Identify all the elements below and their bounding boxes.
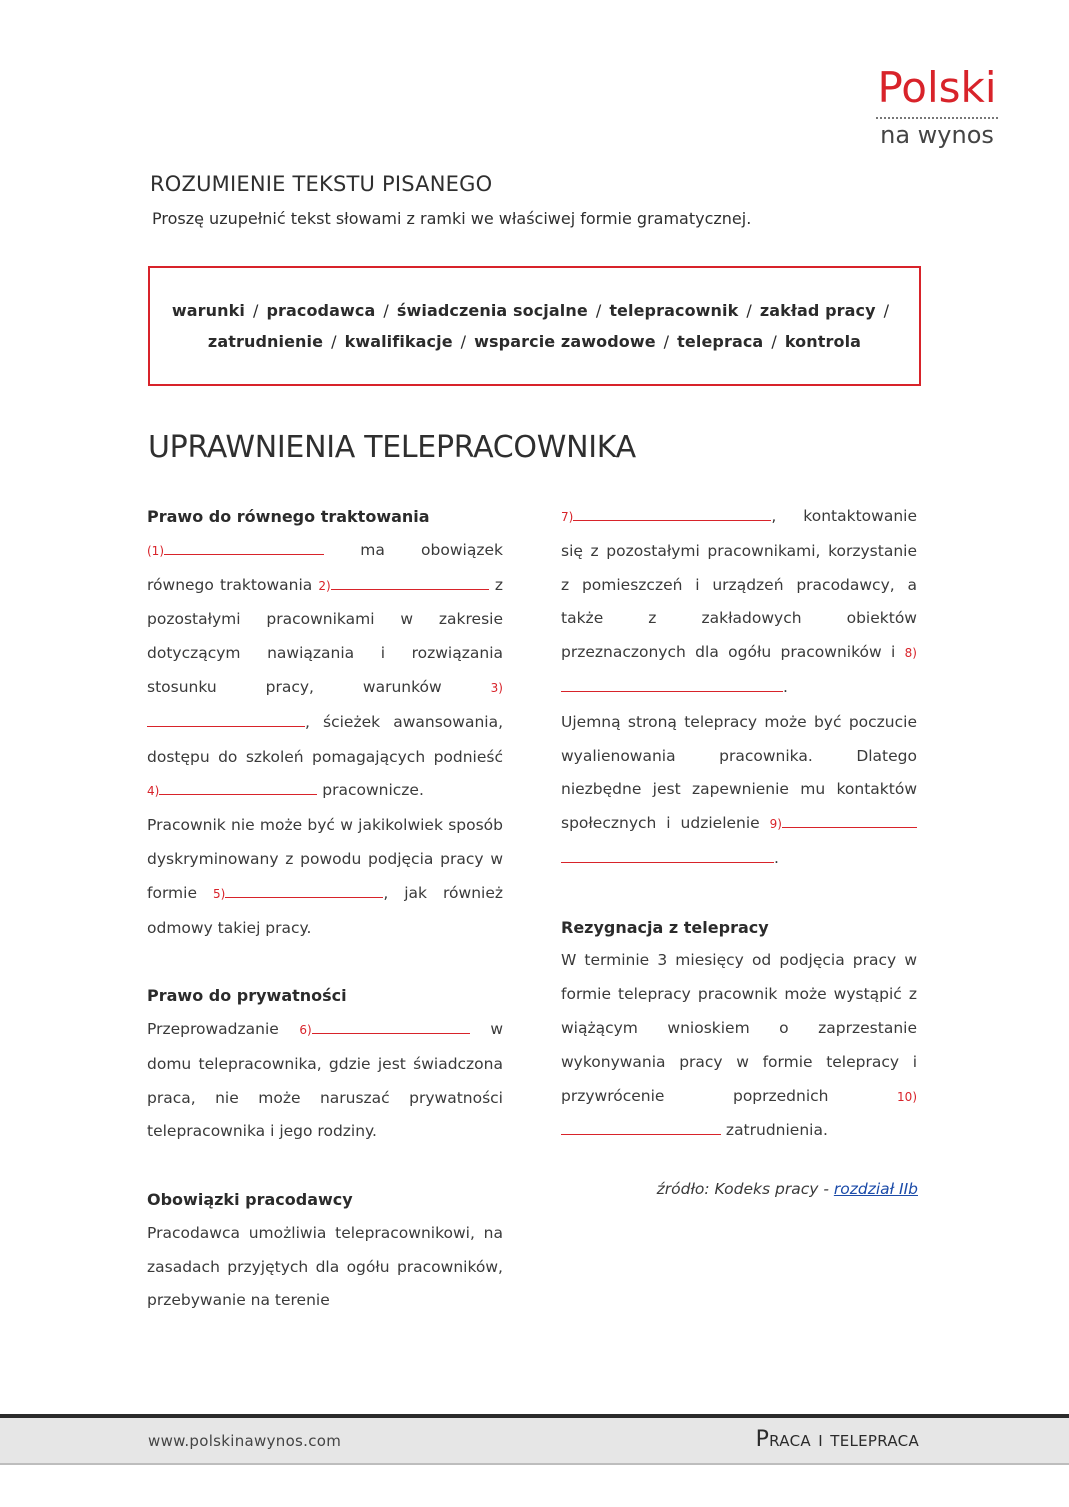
word-separator: / [746, 301, 752, 320]
paragraph: (1) ma obowiązek równego traktowania 2) z pozostałymi pracownikami w zakresie dotyczącym nawiązania i rozwiązania stosunku pracy, warunków 3), ścieżek awansowania, dostępu do szkoleń pomagających podnieść 4) pracownicze. [147, 540, 503, 800]
word-bank-item: warunki [171, 301, 245, 320]
word-bank-row-2 [208, 332, 861, 351]
footer-url[interactable]: www.polskinawynos.com [148, 1432, 342, 1450]
word-separator: / [771, 332, 777, 351]
gap-fill-blank-6[interactable]: 6) [299, 1023, 469, 1037]
footer-divider [0, 1463, 1069, 1465]
paragraph: 7) , kontaktowanie się z pozostałymi pracownikami, korzystanie z pomieszczeń i urządzeń pracodawcy, a także z zakładowych obiektów przeznaczonych dla ogółu pracowników i 8). [561, 507, 917, 696]
word-bank-item: świadczenia socjalne [396, 301, 588, 320]
paragraph: W terminie 3 miesięcy od podjęcia pracy w formie telepracy pracownik może wystąpić z wiążącym wnioskiem o zaprzestanie wykonywania pracy w formie telepracy i przywrócenie poprzednich 10) zatrudnienia. [561, 951, 917, 1140]
logo-divider [876, 117, 998, 119]
word-bank-box [148, 266, 921, 386]
logo [872, 62, 1002, 150]
right-column [561, 500, 917, 1149]
footer-topic-label: Praca i telepraca [755, 1427, 919, 1452]
paragraph: Pracodawca umożliwia telepracownikowi, na zasadach przyjętych dla ogółu pracowników, przebywanie na terenie [147, 1223, 503, 1310]
logo-tagline: na wynos [880, 121, 994, 149]
gap-fill-blank-10[interactable]: 10) [561, 1090, 917, 1139]
word-separator: / [883, 301, 890, 320]
gap-fill-blank-4[interactable]: 4) [147, 784, 317, 798]
left-column [147, 500, 503, 1318]
word-separator: / [252, 301, 259, 320]
section-heading: Prawo do prywatności [147, 986, 347, 1006]
gap-fill-blank-1[interactable]: (1) [147, 544, 324, 558]
gap-fill-blank-2[interactable]: 2) [318, 579, 488, 593]
word-bank-item: telepraca [677, 332, 764, 351]
word-bank-item: kontrola [784, 332, 862, 351]
word-separator: / [663, 332, 670, 351]
section-heading: Rezygnacja z telepracy [561, 917, 769, 937]
word-separator: / [383, 301, 389, 320]
word-separator: / [595, 301, 602, 320]
word-bank-item: wsparcie zawodowe [474, 332, 656, 351]
gap-fill-blank-3[interactable]: 3) [147, 681, 503, 730]
gap-fill-blank-8[interactable]: 8) [561, 646, 917, 695]
section-title: ROZUMIENIE TEKSTU PISANEGO [150, 172, 493, 196]
word-separator: / [331, 332, 337, 351]
gap-fill-blank-5[interactable]: 5) [213, 887, 383, 901]
word-separator: / [460, 332, 467, 351]
word-bank-item: zatrudnienie [207, 332, 324, 351]
paragraph: Ujemną stroną telepracy może być poczucie wyalienowania pracownika. Dlatego niezbędne jest zapewnienie mu kontaktów społecznych i udzielenie 9). [561, 712, 917, 867]
paragraph: Przeprowadzanie 6) w domu telepracownika, gdzie jest świadczona praca, nie może naruszać prywatności telepracownika i jego rodziny. [147, 1019, 503, 1141]
logo-brand: Polski [877, 63, 997, 112]
section-heading: Obowiązki pracodawcy [147, 1189, 353, 1209]
main-title: UPRAWNIENIA TELEPRACOWNIKA [148, 430, 636, 465]
word-bank-item: kwalifikacje [344, 332, 453, 351]
paragraph: Pracownik nie może być w jakikolwiek sposób dyskryminowany z powodu podjęcia pracy w formie 5) , jak również odmowy takiej pracy. [147, 816, 503, 937]
source-link[interactable]: rozdział IIb [833, 1180, 918, 1198]
source-citation: źródło: Kodeks pracy - rozdział IIb [656, 1180, 918, 1198]
word-bank-item: zakład pracy [759, 301, 876, 320]
section-heading: Prawo do równego traktowania [147, 507, 430, 526]
word-bank-item: pracodawca [266, 301, 376, 320]
instruction-text: Proszę uzupełnić tekst słowami z ramki we właściwej formie gramatycznej. [152, 209, 752, 228]
word-bank-row-1 [172, 301, 897, 320]
gap-fill-blank-9[interactable]: 9) [561, 817, 917, 866]
word-bank-item: telepracownik [609, 301, 739, 320]
gap-fill-blank-7[interactable]: 7) [561, 510, 771, 524]
